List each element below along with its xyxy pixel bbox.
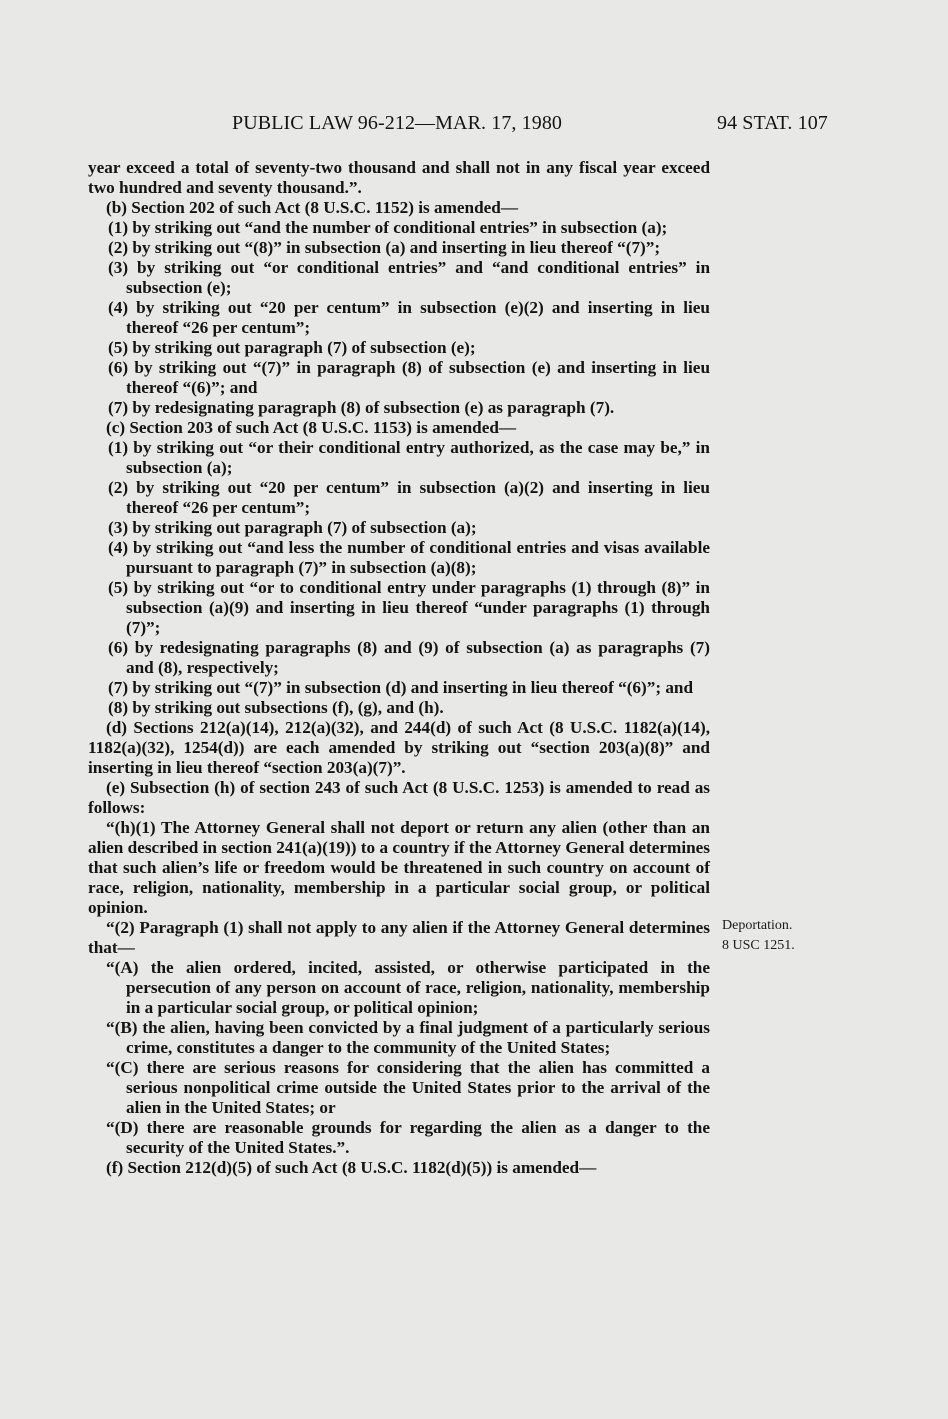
margin-note-citation: 8 USC 1251. bbox=[722, 938, 795, 953]
statute-paragraph: “(C) there are serious reasons for considering that the alien has committed a serious nonpolitical crime outside the United States prior to the arrival of the alien in the United States; or bbox=[106, 1058, 710, 1117]
statute-paragraph: (d) Sections 212(a)(14), 212(a)(32), and 244(d) of such Act (8 U.S.C. 1182(a)(14), 1182(a)(32), 1254(d)) are each amended by striking out “section 203(a)(8)” and inserting in lieu thereof “section 203(a)(7)”. bbox=[88, 718, 710, 777]
statute-paragraph: (1) by striking out “and the number of conditional entries” in subsection (a); bbox=[108, 218, 668, 237]
statute-paragraph: (2) by striking out “(8)” in subsection (a) and inserting in lieu thereof “(7)”; bbox=[108, 238, 661, 257]
page-header-title: PUBLIC LAW 96-212—MAR. 17, 1980 bbox=[232, 112, 563, 134]
statute-paragraph: (6) by redesignating paragraphs (8) and (9) of subsection (a) as paragraphs (7) and (8), respectively; bbox=[108, 638, 710, 677]
statute-paragraph: (7) by redesignating paragraph (8) of subsection (e) as paragraph (7). bbox=[108, 398, 615, 417]
margin-note bbox=[722, 916, 795, 956]
page-header-stat: 94 STAT. 107 bbox=[717, 112, 828, 134]
statute-paragraph: (4) by striking out “and less the number of conditional entries and visas available pursuant to paragraph (7)” in subsection (a)(8); bbox=[108, 538, 710, 577]
statute-paragraph: year exceed a total of seventy-two thousand and shall not in any fiscal year exceed two hundred and seventy thousand.”. bbox=[88, 158, 710, 197]
statute-paragraph: (5) by striking out paragraph (7) of subsection (e); bbox=[108, 338, 476, 357]
statute-paragraph: (f) Section 212(d)(5) of such Act (8 U.S.C. 1182(d)(5)) is amended— bbox=[106, 1158, 597, 1177]
statute-paragraph: “(2) Paragraph (1) shall not apply to any alien if the Attorney General determines that— bbox=[88, 918, 710, 957]
margin-note-topic: Deportation. bbox=[722, 918, 793, 933]
statute-paragraph: (c) Section 203 of such Act (8 U.S.C. 1153) is amended— bbox=[106, 418, 517, 437]
statute-paragraph: (b) Section 202 of such Act (8 U.S.C. 1152) is amended— bbox=[106, 198, 519, 217]
statute-paragraph: (6) by striking out “(7)” in paragraph (8) of subsection (e) and inserting in lieu thereof “(6)”; and bbox=[108, 358, 710, 397]
statute-paragraph: “(B) the alien, having been convicted by a final judgment of a particularly serious crime, constitutes a danger to the community of the United States; bbox=[106, 1018, 710, 1057]
statute-paragraph: (e) Subsection (h) of section 243 of such Act (8 U.S.C. 1253) is amended to read as follows: bbox=[88, 778, 710, 817]
statute-paragraph: (2) by striking out “20 per centum” in subsection (a)(2) and inserting in lieu thereof “26 per centum”; bbox=[108, 478, 710, 517]
statute-paragraph: (5) by striking out “or to conditional entry under paragraphs (1) through (8)” in subsection (a)(9) and inserting in lieu thereof “under paragraphs (1) through (7)”; bbox=[108, 578, 710, 637]
statute-paragraph: (3) by striking out “or conditional entries” and “and conditional entries” in subsection (e); bbox=[108, 258, 710, 297]
statute-paragraph: “(h)(1) The Attorney General shall not deport or return any alien (other than an alien described in section 241(a)(19)) to a country if the Attorney General determines that such alien’s life or freedom would be threatened in such country on account of race, religion, nationality, membership in a particular social group, or political opinion. bbox=[88, 818, 710, 917]
statute-paragraph: “(D) there are reasonable grounds for regarding the alien as a danger to the security of the United States.”. bbox=[106, 1118, 710, 1157]
statute-paragraph: (3) by striking out paragraph (7) of subsection (a); bbox=[108, 518, 477, 537]
statute-paragraph: (7) by striking out “(7)” in subsection (d) and inserting in lieu thereof “(6)”; and bbox=[108, 678, 694, 697]
statute-text bbox=[88, 158, 710, 1178]
statute-paragraph: (4) by striking out “20 per centum” in subsection (e)(2) and inserting in lieu thereof “26 per centum”; bbox=[108, 298, 710, 337]
statute-paragraph: (1) by striking out “or their conditional entry authorized, as the case may be,” in subsection (a); bbox=[108, 438, 710, 477]
statute-paragraph: “(A) the alien ordered, incited, assisted, or otherwise participated in the persecution of any person on account of race, religion, nationality, membership in a particular social group, or political opinion; bbox=[106, 958, 710, 1017]
statute-paragraph: (8) by striking out subsections (f), (g), and (h). bbox=[108, 698, 444, 717]
